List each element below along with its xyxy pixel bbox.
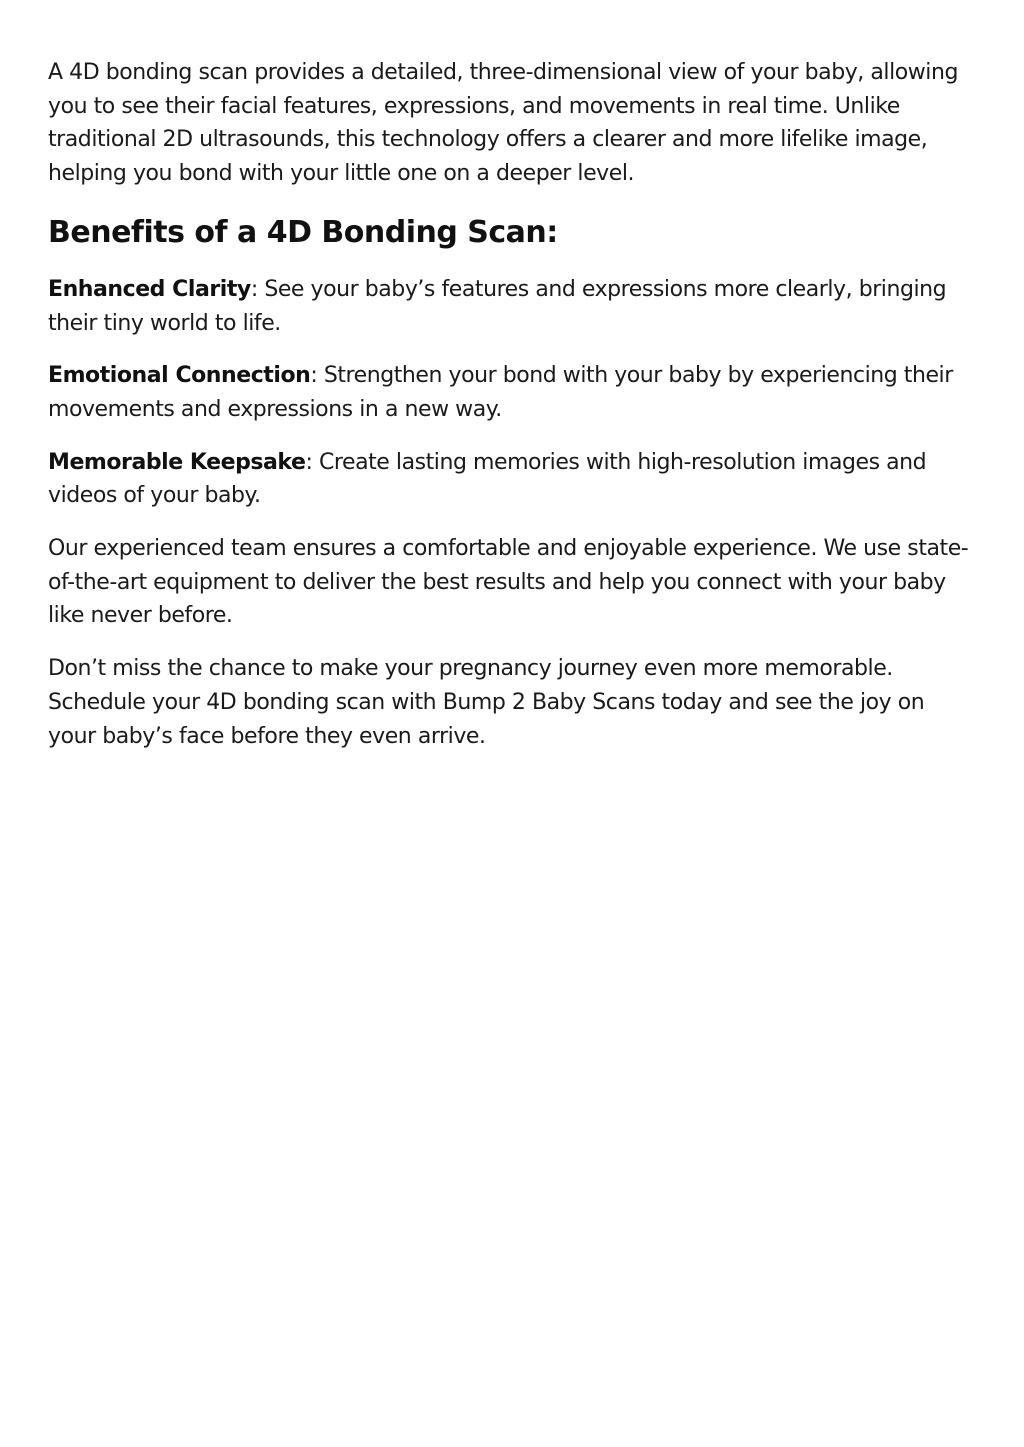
document-page: [48, 56, 978, 772]
benefit-term: Enhanced Clarity: [48, 276, 251, 302]
benefit-term: Memorable Keepsake: [48, 449, 306, 475]
benefit-description: : Strengthen your bond with your baby by experiencing their movements and expressions in a new way.: [48, 363, 953, 422]
benefit-description: : Create lasting memories with high-resolution images and videos of your baby.: [48, 449, 927, 509]
benefit-description: : See your baby’s features and expressions more clearly, bringing their tiny world to life.: [48, 276, 947, 336]
benefits-heading: Benefits of a 4D Bonding Scan:: [48, 214, 558, 250]
benefit-item-emotional-connection: [48, 359, 978, 426]
benefit-item-enhanced-clarity: [48, 273, 978, 340]
closing-paragraph: Don’t miss the chance to make your pregnancy journey even more memorable. Schedule your 4D bonding scan with Bump 2 Baby Scans today and see the joy on your baby’s face before they even arrive.: [48, 656, 925, 749]
intro-paragraph: A 4D bonding scan provides a detailed, three-dimensional view of your baby, allowing you to see their facial features, expressions, and movements in real time. Unlike traditional 2D ultrasounds, this technology offers a clearer and more lifelike image, helping you bond with your little one on a deeper level.: [48, 60, 958, 187]
benefit-item-memorable-keepsake: [48, 446, 978, 513]
team-paragraph: Our experienced team ensures a comfortable and enjoyable experience. We use state-of-the-art equipment to deliver the best results and help you connect with your baby like never before.: [48, 536, 969, 629]
benefit-term: Emotional Connection: [48, 363, 311, 389]
